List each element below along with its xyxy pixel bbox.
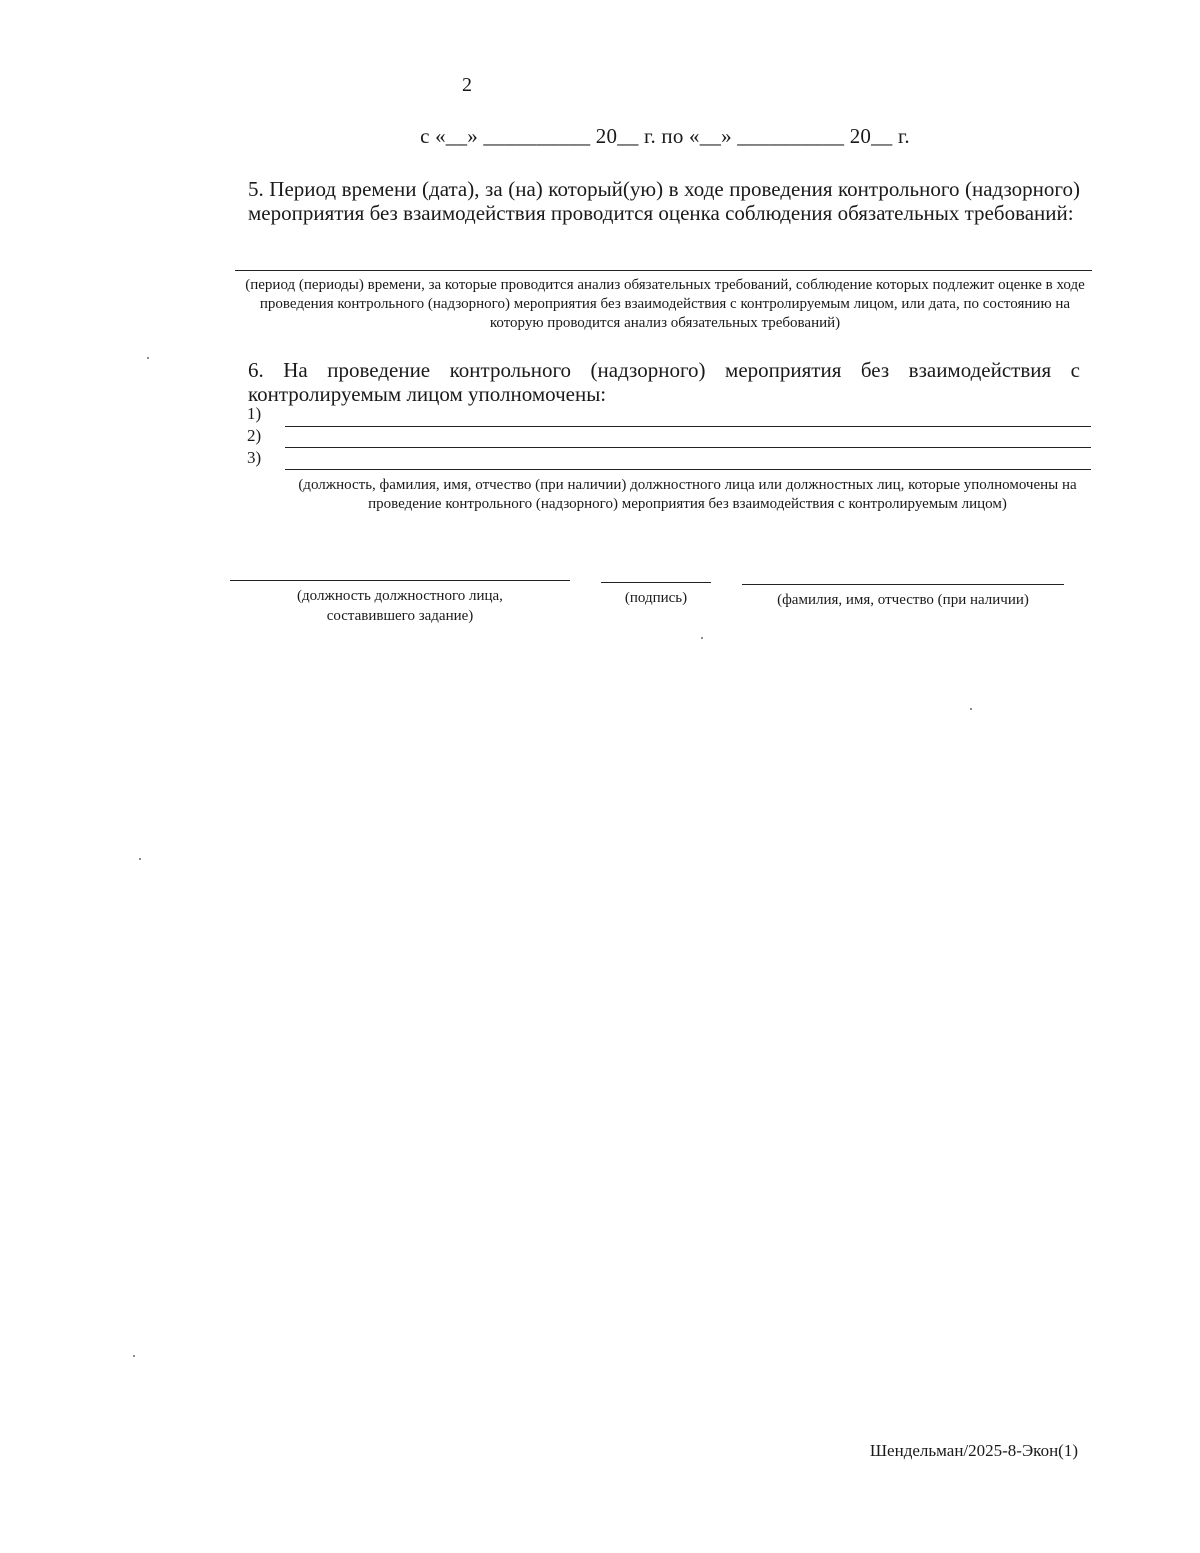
page-number: 2 [462, 74, 472, 96]
signature-caption: (подпись) [624, 590, 688, 606]
section-6-caption: (должность, фамилия, имя, отчество (при наличии) должностного лица или должностных лиц, которые уполномочены на проведение контрольного (надзорного) мероприятия без взаимодействия с контролируемым лицом) [298, 477, 1077, 512]
item-3-number: 3) [247, 448, 262, 467]
name-signature-line[interactable] [742, 584, 1064, 585]
position-signature-line[interactable] [230, 580, 570, 581]
date-range-line: с «__» __________ 20__ г. по «__» __________ 20__ г. [420, 124, 910, 148]
item-2-number: 2) [247, 426, 262, 445]
section-5-text: 5. Период времени (дата), за (на) который(ую) в ходе проведения контрольного (надзорного) мероприятия без взаимодействия проводится оценка соблюдения обязательных требований: [248, 177, 1080, 225]
item-1-number: 1) [247, 404, 262, 423]
name-caption: (фамилия, имя, отчество (при наличии) [777, 592, 1029, 608]
signature-line[interactable] [601, 582, 711, 583]
scan-speck [147, 357, 149, 359]
section-5-caption: (период (периоды) времени, за которые проводится анализ обязательных требований, соблюдение которых подлежит оценке в ходе проведения контрольного (надзорного) мероприятия без взаимодействия с контролируемым лицом, или дата, по состоянию на которую проводится анализ обязательных требований) [245, 277, 1085, 331]
item-3-fill-line[interactable] [285, 469, 1091, 470]
scan-speck [970, 708, 972, 710]
scan-speck [701, 637, 703, 639]
position-caption: (должность должностного лица, составившего задание) [297, 588, 503, 624]
section-5-fill-line[interactable] [235, 270, 1092, 271]
scan-speck [139, 858, 141, 860]
item-1-fill-line[interactable] [285, 426, 1091, 427]
scan-speck [133, 1355, 135, 1357]
footer-document-code: Шендельман/2025-8-Экон(1) [869, 1441, 1078, 1460]
section-6-text: 6. На проведение контрольного (надзорного) мероприятия без взаимодействия с контролируемым лицом уполномочены: [248, 358, 1080, 406]
item-2-fill-line[interactable] [285, 447, 1091, 448]
